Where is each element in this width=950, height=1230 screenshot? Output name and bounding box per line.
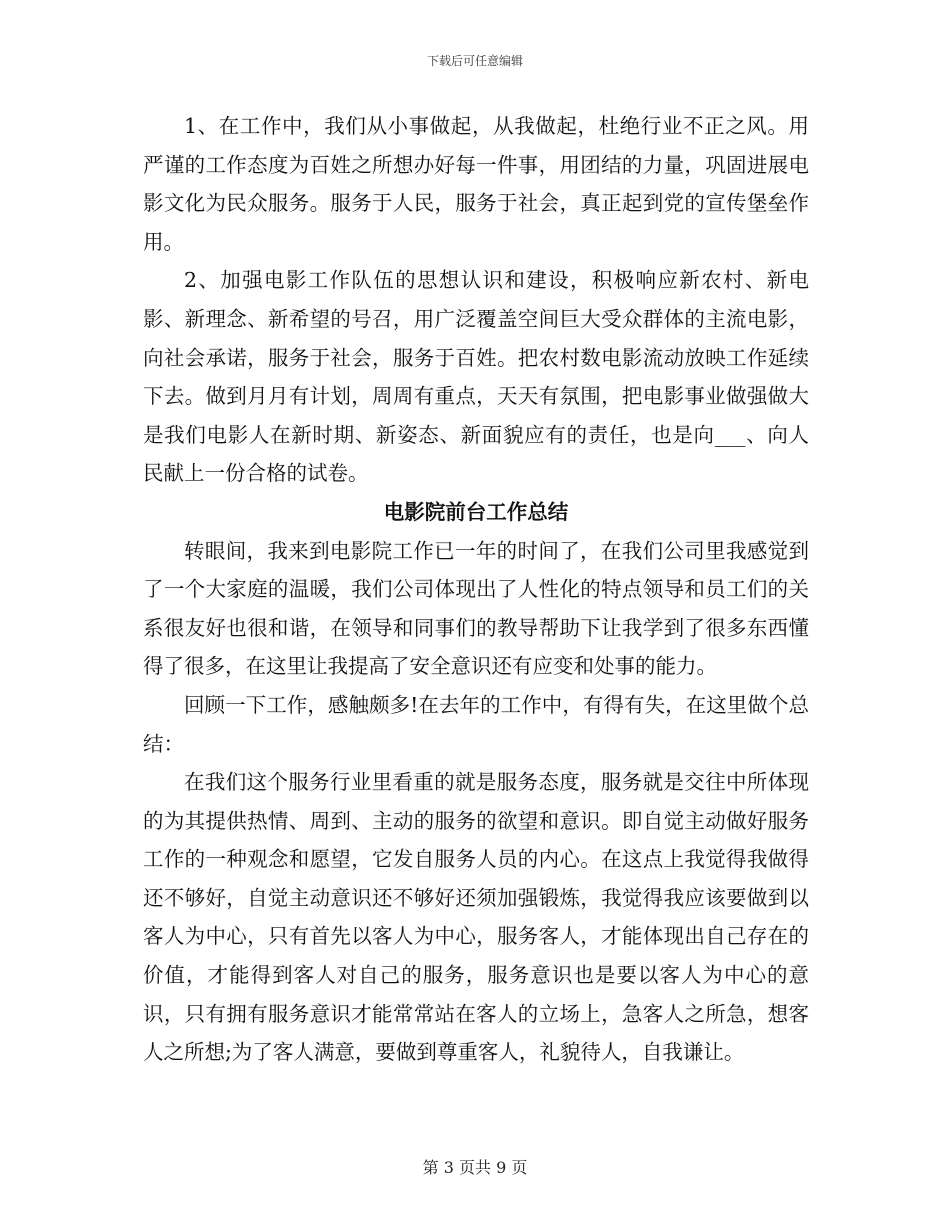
paragraph-3: 转眼间，我来到电影院工作已一年的时间了，在我们公司里我感觉到了一个大家庭的温暖，我们公司体现出了人性化的特点领导和员工们的关系很友好也很和谐，在领导和同事们的教导帮助下让我学到了很多东西懂得了很多，在这里让我提高了安全意识还有应变和处事的能力。 — [143, 538, 809, 679]
document-body — [143, 107, 809, 1072]
paragraph-5: 在我们这个服务行业里看重的就是服务态度，服务就是交往中所体现的为其提供热情、周到、主动的服务的欲望和意识。即自觉主动做好服务工作的一种观念和愿望，它发自服务人员的内心。在这点上我觉得我做得还不够好，自觉主动意识还不够好还须加强锻炼，我觉得我应该要做到以客人为中心，只有首先以客人为中心，服务客人，才能体现出自己存在的价值，才能得到客人对自己的服务，服务意识也是要以客人为中心的意识，只有拥有服务意识才能常常站在客人的立场上，急客人之所急，想客人之所想;为了客人满意，要做到尊重客人，礼貌待人，自我谦让。 — [143, 770, 809, 1065]
section-title: 电影院前台工作总结 — [383, 499, 569, 524]
page-footer-number: 第 3 页共 9 页 — [422, 1158, 528, 1177]
paragraph-2: 2、加强电影工作队伍的思想认识和建设，积极响应新农村、新电影、新理念、新希望的号召，用广泛覆盖空间巨大受众群体的主流电影，向社会承诺，服务于社会，服务于百姓。把农村数电影流动放映工作延续下去。做到月月有计划，周周有重点，天天有氛围，把电影事业做强做大是我们电影人在新时期、新姿态、新面貌应有的责任，也是向___、向人民献上一份合格的试卷。 — [143, 268, 809, 486]
paragraph-1: 1、在工作中，我们从小事做起，从我做起，杜绝行业不正之风。用严谨的工作态度为百姓之所想办好每一件事，用团结的力量，巩固进展电影文化为民众服务。服务于人民，服务于社会，真正起到党的宣传堡垒作用。 — [143, 114, 809, 254]
page-header-note: 下载后可任意编辑 — [426, 54, 523, 68]
paragraph-4: 回顾一下工作，感触颇多!在去年的工作中，有得有失，在这里做个总结： — [143, 692, 809, 756]
